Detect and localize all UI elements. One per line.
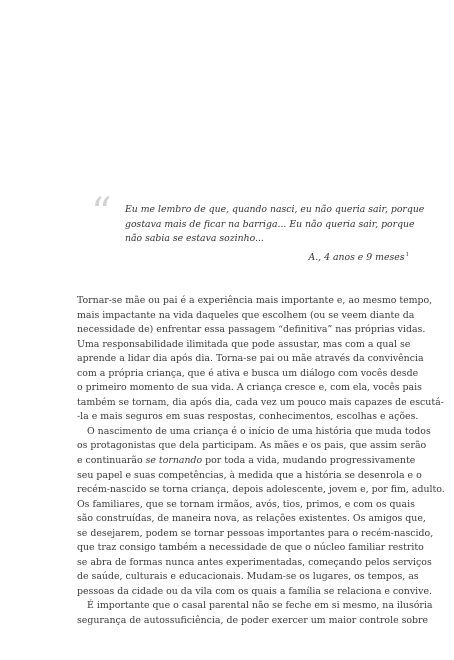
body-line: os protagonistas que dela participam. As mães e os pais, que assim serão xyxy=(77,440,427,452)
footnote-ref: 1 xyxy=(405,251,409,258)
epigraph-quote xyxy=(125,203,425,247)
body-line: também se tornam, dia após dia, cada vez um pouco mais capazes de escutá- xyxy=(77,396,444,408)
attribution-text: A., 4 anos e 9 meses xyxy=(308,251,405,263)
body-line: pessoas da cidade ou da vila com os quais a família se relaciona e convive. xyxy=(77,585,432,597)
quote-mark-icon: “ xyxy=(91,190,112,236)
body-line: Tornar-se mãe ou pai é a experiência mais importante e, ao mesmo tempo, xyxy=(77,295,433,306)
body-line: -la e mais seguros em suas respostas, conhecimentos, escolhas e ações. xyxy=(77,411,419,423)
body-line: Uma responsabilidade ilimitada que pode assustar, mas com a qual se xyxy=(77,338,411,350)
epigraph-attribution xyxy=(96,248,409,265)
body-text-segment: e continuarão xyxy=(77,455,146,467)
body-text-segment: por toda a vida, mudando progressivamente xyxy=(202,455,416,467)
epigraph-line: gostava mais de ficar na barriga... Eu não queria sair, porque xyxy=(125,218,415,230)
body-line: segurança de autossuficiência, de poder exercer um maior controle sobre xyxy=(77,615,429,627)
body-line: o primeiro momento de sua vida. A criança cresce e, com ela, vocês pais xyxy=(77,382,422,394)
body-text xyxy=(77,294,445,629)
emphasis-text: se tornando xyxy=(145,455,203,467)
body-line: se abra de formas nunca antes experimentadas, começando pelos serviços xyxy=(77,556,432,568)
body-line: aprende a lidar dia após dia. Torna-se pai ou mãe através da convivência xyxy=(77,353,424,365)
body-line: com a própria criança, que é ativa e busca um diálogo com vocês desde xyxy=(77,367,419,379)
body-line: que traz consigo também a necessidade de que o núcleo familiar restrito xyxy=(77,542,424,554)
body-line: seu papel e suas competências, à medida que a história se desenrola e o xyxy=(77,469,422,481)
body-line: É importante que o casal parental não se feche em si mesmo, na ilusória xyxy=(87,600,433,612)
body-line: O nascimento de uma criança é o início de uma história que muda todos xyxy=(87,425,431,437)
body-line: recém-nascido se torna criança, depois adolescente, jovem e, por fim, adulto. xyxy=(77,484,445,496)
epigraph-line: Eu me lembro de que, quando nasci, eu não queria sair, porque xyxy=(125,204,425,215)
body-line: necessidade de) enfrentar essa passagem “definitiva” nas próprias vidas. xyxy=(77,324,426,336)
body-line: se desejarem, podem se tornar pessoas importantes para o recém-nascido, xyxy=(77,527,434,539)
body-line: Os familiares, que se tornam irmãos, avós, tios, primos, e com os quais xyxy=(77,498,415,510)
body-line: de saúde, culturais e educacionais. Mudam-se os lugares, os tempos, as xyxy=(77,571,419,583)
epigraph-line: não sabia se estava sozinho... xyxy=(125,233,264,245)
body-line: são construídas, de maneira nova, as relações existentes. Os amigos que, xyxy=(77,513,426,525)
body-line-with-emphasis xyxy=(77,454,416,469)
body-line: mais impactante na vida daqueles que escolhem (ou se veem diante da xyxy=(77,309,415,321)
epigraph xyxy=(91,190,425,265)
